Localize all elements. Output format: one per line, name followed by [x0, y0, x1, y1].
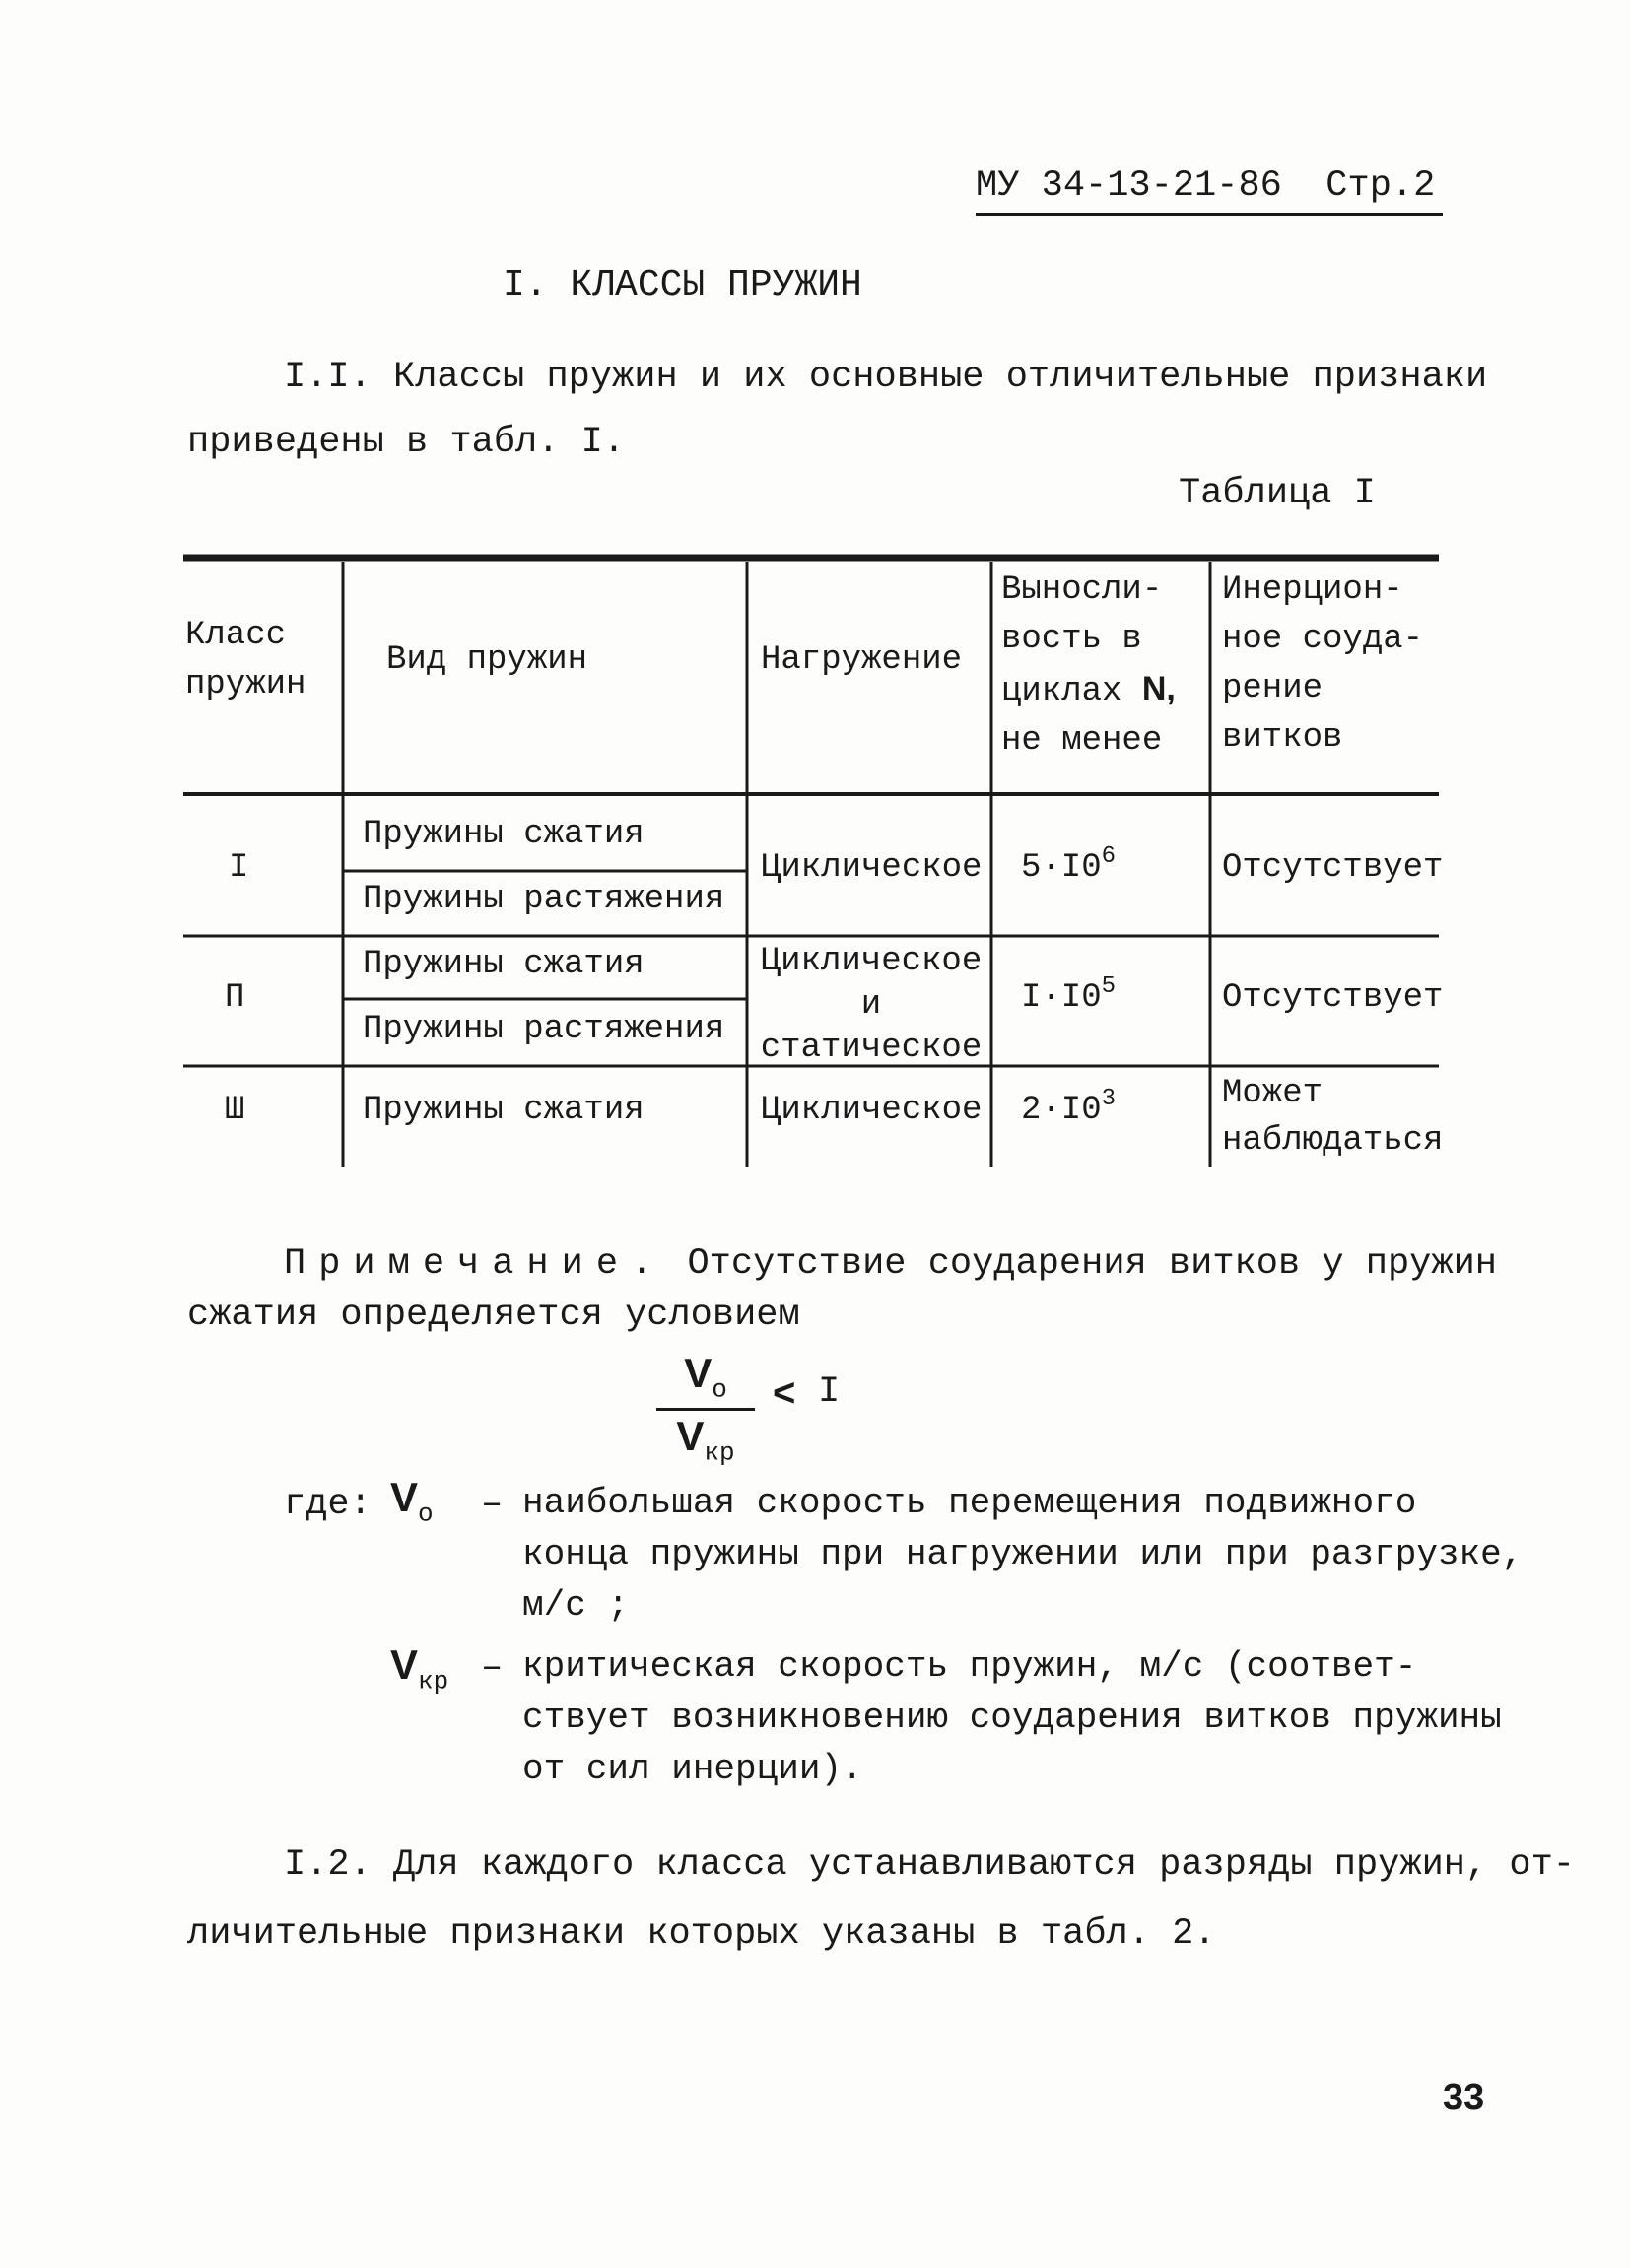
row3-impact: Может наблюдаться [1222, 1075, 1444, 1160]
section-title: I. КЛАССЫ ПРУЖИН [503, 264, 862, 306]
formula-rhs: I [818, 1371, 841, 1413]
page-number: 33 [1443, 2077, 1485, 2118]
doc-ref: МУ 34-13-21-86 [976, 166, 1282, 207]
row2-endurance: $I\cdot I0^5$ [1021, 973, 1117, 1017]
th-type: Вид пружин [386, 641, 588, 679]
v0-definition: наибольшая скорость перемещения подвижного конца пружины при нагружении или при разгрузке, м/с ; [522, 1483, 1524, 1626]
fraction-bar [656, 1408, 755, 1411]
row2-type-1: Пружины сжатия [363, 946, 645, 983]
row1-type-1: Пружины сжатия [363, 816, 645, 853]
where-label: где: [284, 1484, 372, 1525]
row3-endurance: $2\cdot I0^3$ [1021, 1086, 1117, 1129]
page-ref: Стр.2 [1325, 166, 1436, 207]
v0-dash: – [481, 1484, 504, 1525]
paragraph-1-1-line2: приведены в табл. I. [187, 422, 626, 463]
vkr-dash: – [481, 1647, 504, 1689]
v0-symbol: $V_o$ [390, 1474, 434, 1529]
table-caption: Таблица I [1179, 473, 1376, 514]
row2-load: Циклическое и статическое [760, 943, 983, 1067]
row3-load: Циклическое [761, 1092, 983, 1129]
note-line2: сжатия определяется условием [187, 1295, 800, 1336]
formula-numerator: $V_o$ [684, 1350, 727, 1405]
row3-type-1: Пружины сжатия [363, 1092, 645, 1129]
row1-type-2: Пружины растяжения [363, 881, 725, 918]
th-impact: Инерцион- ное соуда- рение витков [1222, 571, 1424, 757]
vkr-symbol: $V_{кр}$ [390, 1641, 449, 1697]
paragraph-1-2-line1: I.2. Для каждого класса устанавливаются разряды пружин, от- [284, 1844, 1576, 1886]
row2-class: П [225, 979, 245, 1017]
row1-impact: Отсутствует [1222, 849, 1444, 887]
row1-load: Циклическое [761, 849, 983, 887]
formula-relation: < [773, 1371, 796, 1415]
row2-impact: Отсутствует [1222, 979, 1444, 1017]
formula-denominator: $V_{кр}$ [676, 1413, 735, 1468]
th-class: Класс пружин [185, 617, 306, 703]
document-reference [976, 166, 1443, 216]
formula-fraction [656, 1350, 755, 1468]
row1-class: I [229, 849, 249, 887]
note-line1: Примечание. Отсутствие соударения витков у пружин [284, 1243, 1497, 1285]
row3-class: Ш [225, 1092, 245, 1129]
th-endurance: Выносли- вость в циклах N, не менее [1001, 571, 1176, 760]
paragraph-1-2-line2: личительные признаки которых указаны в табл. 2. [187, 1913, 1216, 1955]
paragraph-1-1-line1: I.I. Классы пружин и их основные отличительные признаки [284, 357, 1488, 398]
th-load: Нагружение [761, 641, 963, 679]
row2-type-2: Пружины растяжения [363, 1011, 725, 1048]
vkr-definition: критическая скорость пружин, м/с (соответ- ствует возникновению соударения витков пружины от сил инерции). [522, 1646, 1502, 1789]
note-label: Примечание. [284, 1243, 666, 1285]
row1-endurance: $5\cdot I0^6$ [1021, 843, 1117, 887]
